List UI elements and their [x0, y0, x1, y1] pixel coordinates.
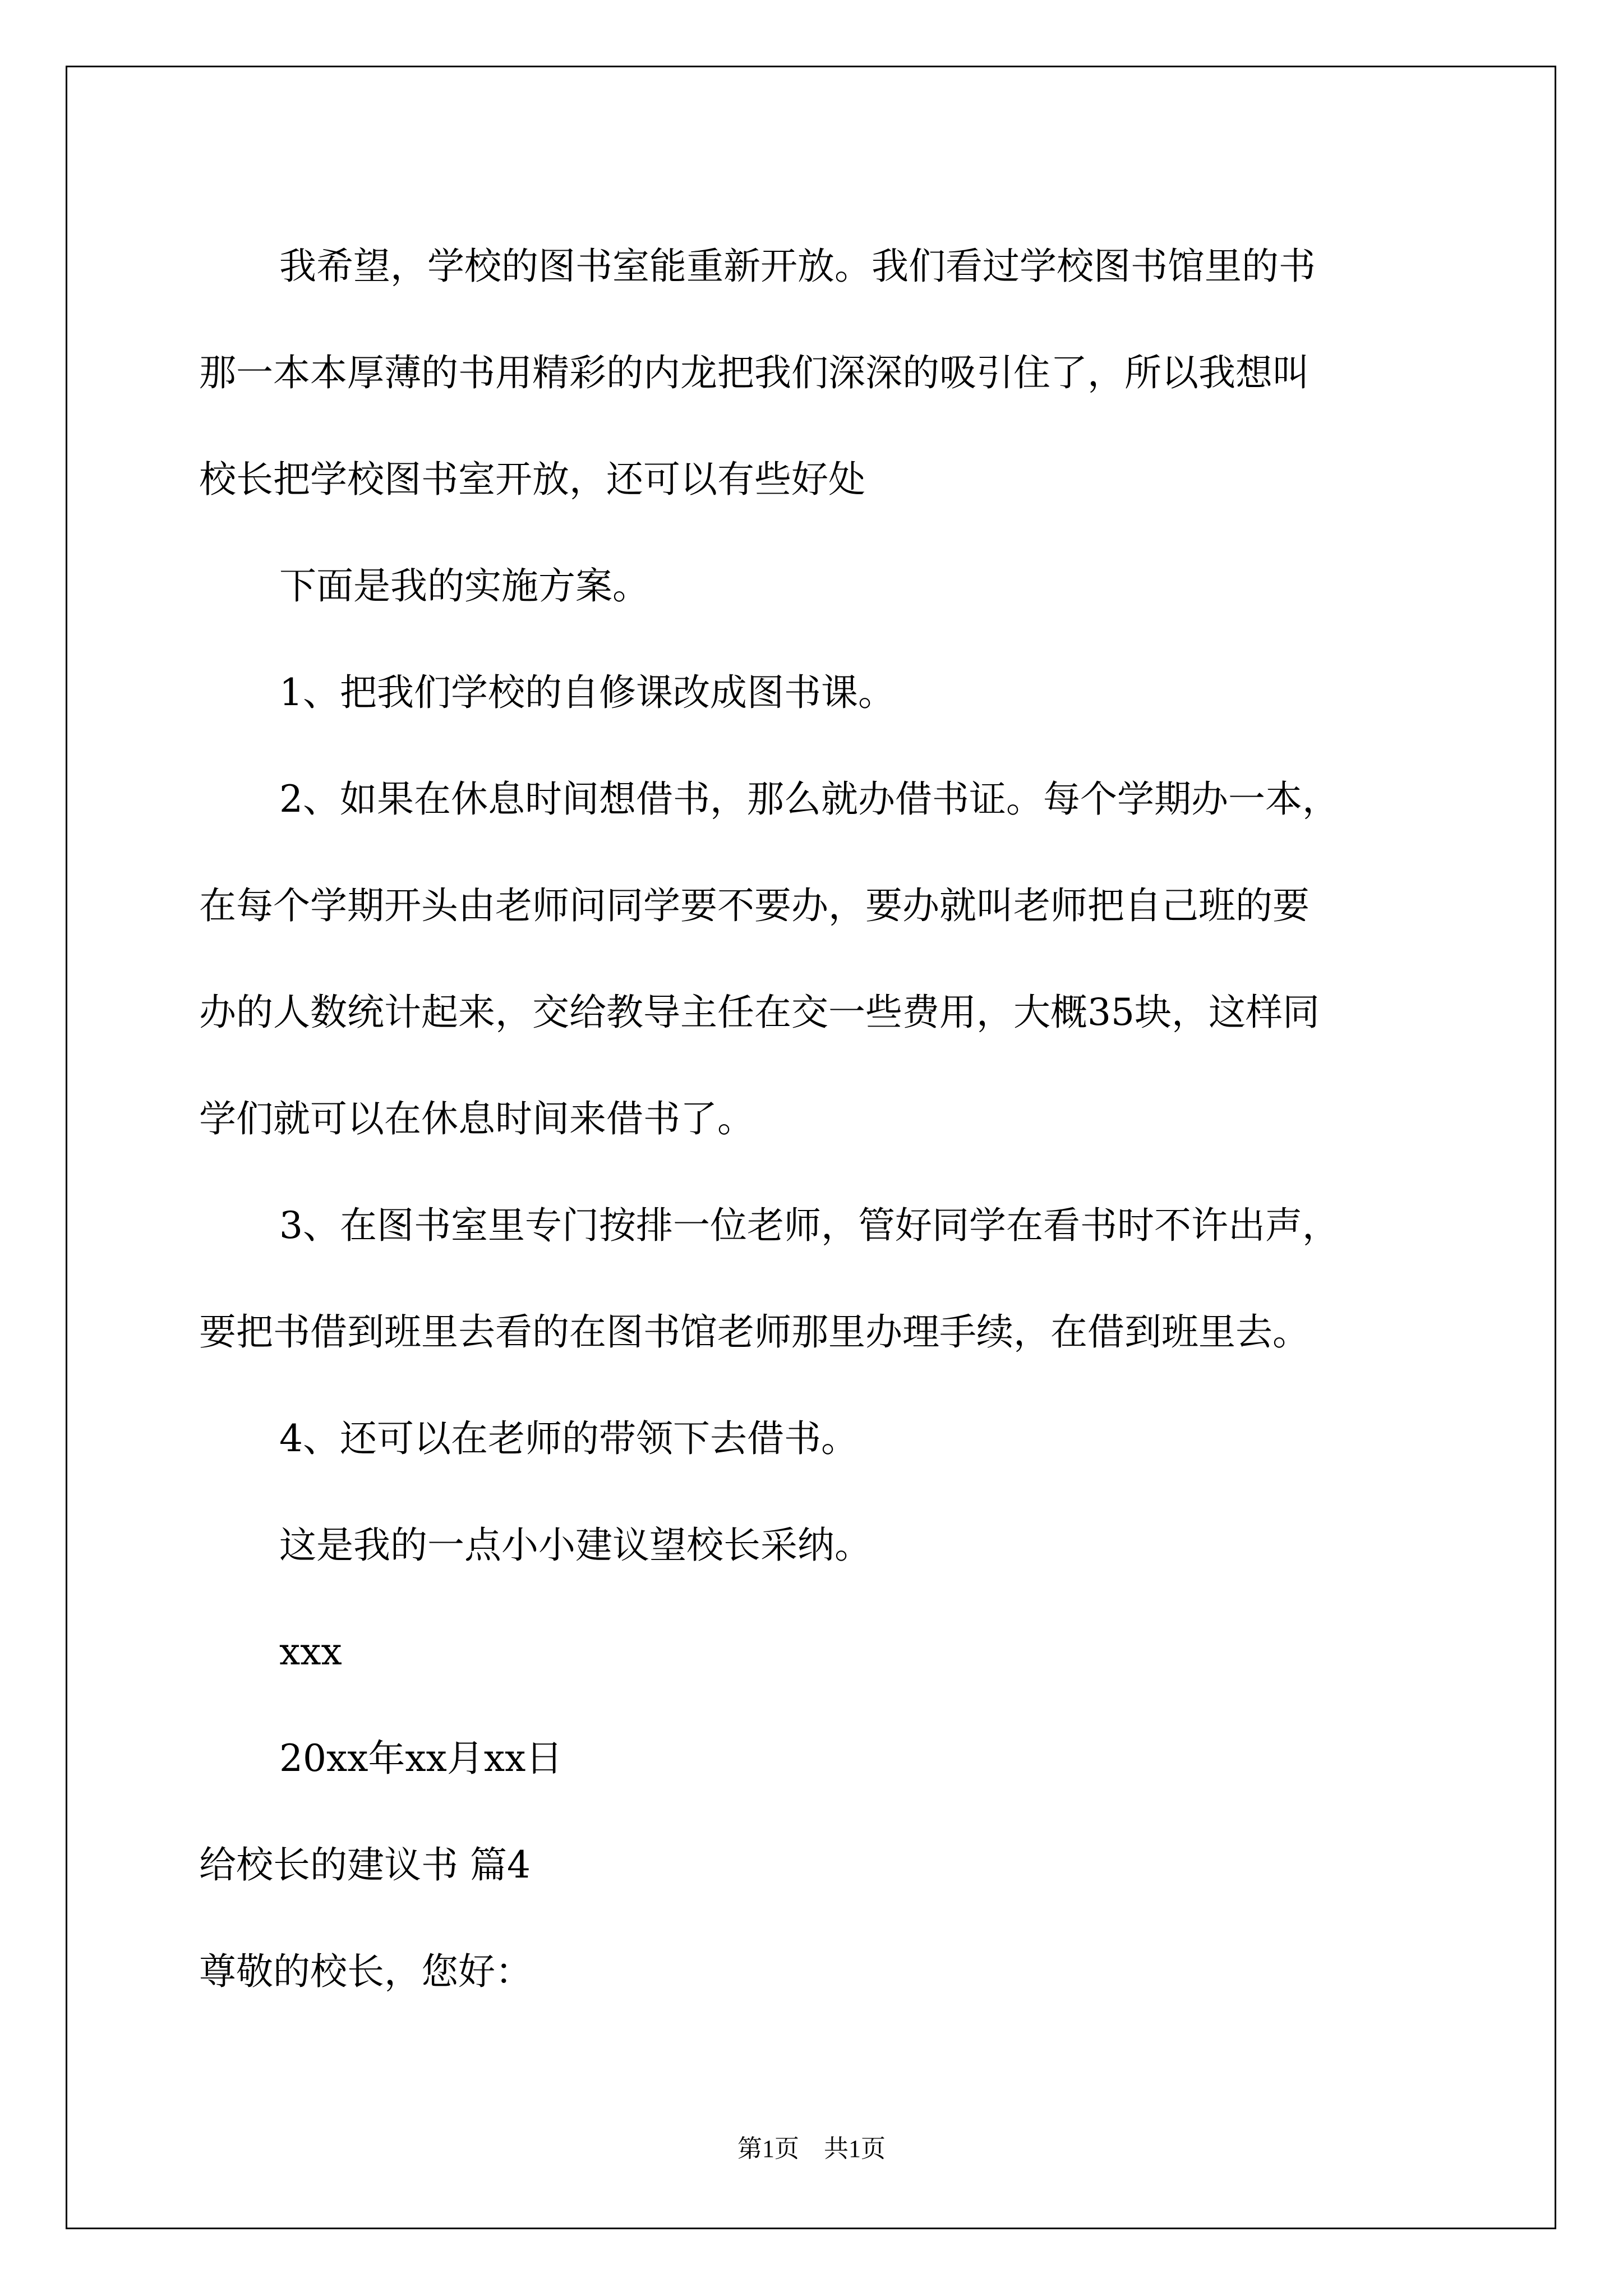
- list-item: 1、把我们学校的自修课改成图书课。: [279, 671, 895, 714]
- list-item: 3、在图书室里专门按排一位老师，管好同学在看书时不许出声，: [279, 1204, 1339, 1247]
- paragraph-line: 在每个学期开头由老师问同学要不要办，要办就叫老师把自己班的要: [199, 884, 1310, 927]
- paragraph-line: 那一本本厚薄的书用精彩的内龙把我们深深的吸引住了，所以我想叫: [199, 351, 1310, 394]
- list-item: 4、还可以在老师的带领下去借书。: [279, 1417, 858, 1460]
- paragraph-line: 校长把学校图书室开放，还可以有些好处: [199, 458, 865, 501]
- closing-line: 这是我的一点小小建议望校长采纳。: [279, 1524, 872, 1567]
- list-item: 2、如果在休息时间想借书，那么就办借书证。每个学期办一本，: [279, 777, 1339, 821]
- signature: xxx: [279, 1630, 342, 1673]
- section-title: 给校长的建议书 篇4: [199, 1843, 531, 1887]
- document-body: [199, 213, 1500, 2025]
- paragraph-line: 办的人数统计起来，交给教导主任在交一些费用，大概35块，这样同: [199, 991, 1320, 1034]
- paragraph-line: 下面是我的实施方案。: [279, 564, 649, 608]
- paragraph-line: 学们就可以在休息时间来借书了。: [199, 1097, 754, 1140]
- paragraph-line: 我希望，学校的图书室能重新开放。我们看过学校图书馆里的书: [279, 245, 1316, 288]
- page-footer: 第1页 共1页: [737, 2135, 886, 2162]
- salutation: 尊敬的校长，您好：: [199, 1950, 532, 1993]
- date-line: 20xx年xx月xx日: [279, 1737, 563, 1780]
- paragraph-line: 要把书借到班里去看的在图书馆老师那里办理手续，在借到班里去。: [199, 1310, 1310, 1354]
